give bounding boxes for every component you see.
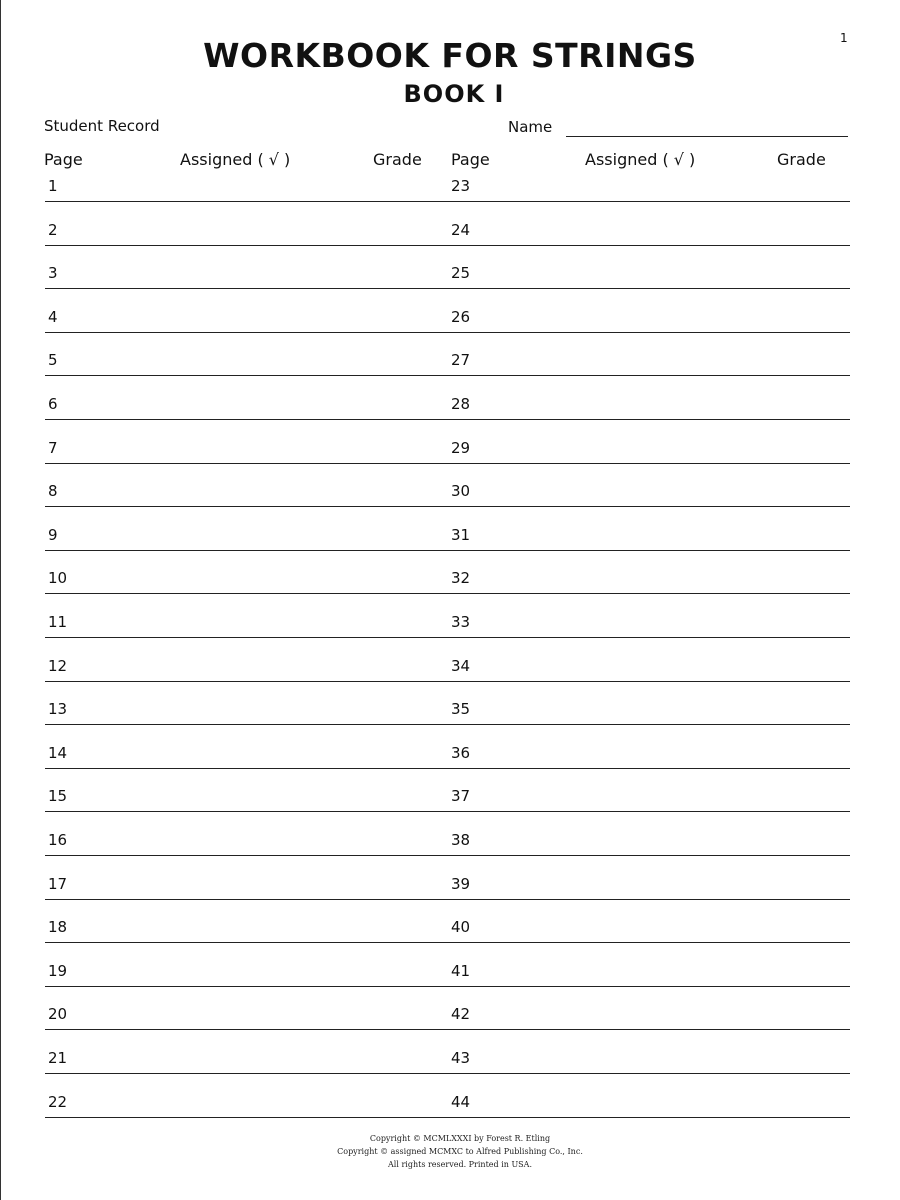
left-row-line[interactable] xyxy=(45,419,448,420)
right-page-number: 41 xyxy=(451,961,471,980)
left-page-number: 16 xyxy=(48,831,68,849)
right-page-number: 31 xyxy=(451,525,471,544)
left-row-line[interactable] xyxy=(45,201,448,202)
right-page-number: 25 xyxy=(451,264,471,283)
right-page-number: 33 xyxy=(451,613,471,631)
left-page-number: 17 xyxy=(48,874,68,893)
right-page-number: 36 xyxy=(451,743,471,762)
copyright-footer xyxy=(0,1132,900,1171)
copyright-line-3: All rights reserved. Printed in USA. xyxy=(388,1160,532,1169)
right-row-line[interactable] xyxy=(448,463,850,464)
left-row-line[interactable] xyxy=(45,288,448,289)
left-page-number: 20 xyxy=(48,1005,68,1024)
left-page-number: 13 xyxy=(48,700,68,719)
right-page-number: 43 xyxy=(451,1049,471,1067)
left-row-line[interactable] xyxy=(45,1073,448,1074)
left-page-number: 1 xyxy=(48,177,58,195)
left-row-line[interactable] xyxy=(45,942,448,943)
left-row-line[interactable] xyxy=(45,245,448,246)
page-number: 1 xyxy=(840,31,848,45)
left-page-number: 9 xyxy=(48,525,58,544)
right-row-line[interactable] xyxy=(448,1073,850,1074)
left-page-number: 14 xyxy=(48,743,68,762)
left-page-number: 21 xyxy=(48,1049,68,1067)
copyright-line-1: Copyright © MCMLXXXI by Forest R. Etling xyxy=(369,1134,551,1143)
left-page-number: 3 xyxy=(48,264,58,283)
left-page-number: 19 xyxy=(48,961,68,980)
right-row-line[interactable] xyxy=(448,201,850,202)
left-page-number: 12 xyxy=(48,656,68,675)
right-row-line[interactable] xyxy=(448,942,850,943)
student-record-label: Student Record xyxy=(44,117,160,135)
right-page-number: 26 xyxy=(451,307,471,326)
workbook-title: WORKBOOK FOR STRINGS xyxy=(203,36,697,75)
right-page-number: 38 xyxy=(451,831,471,849)
left-row-line[interactable] xyxy=(45,681,448,682)
left-row-line[interactable] xyxy=(45,855,448,856)
right-page-number: 35 xyxy=(451,700,471,719)
left-row-line[interactable] xyxy=(45,768,448,769)
left-page-number: 4 xyxy=(48,307,58,326)
right-row-line[interactable] xyxy=(448,681,850,682)
right-row-line[interactable] xyxy=(448,899,850,900)
right-page-number: 23 xyxy=(451,177,471,195)
left-row-line[interactable] xyxy=(45,593,448,594)
right-page-number: 39 xyxy=(451,874,471,893)
right-page-number: 28 xyxy=(451,395,471,413)
right-page-number: 30 xyxy=(451,482,471,501)
right-row-line[interactable] xyxy=(448,593,850,594)
right-row-line[interactable] xyxy=(448,1117,850,1118)
right-page-number: 32 xyxy=(451,569,471,588)
right-row-line[interactable] xyxy=(448,637,850,638)
right-row-line[interactable] xyxy=(448,986,850,987)
left-row-line[interactable] xyxy=(45,375,448,376)
right-page-number: 34 xyxy=(451,656,471,675)
name-label: Name xyxy=(508,118,553,136)
left-page-number: 18 xyxy=(48,918,68,937)
left-grade-header: Grade xyxy=(373,150,422,169)
left-row-line[interactable] xyxy=(45,550,448,551)
right-page-number: 42 xyxy=(451,1005,471,1024)
left-assigned-header: Assigned ( √ ) xyxy=(180,150,291,169)
right-row-line[interactable] xyxy=(448,768,850,769)
left-page-number: 2 xyxy=(48,220,58,239)
right-grade-header: Grade xyxy=(777,150,826,169)
left-page-number: 11 xyxy=(48,613,68,631)
right-row-line[interactable] xyxy=(448,332,850,333)
copyright-line-2: Copyright © assigned MCMXC to Alfred Publishing Co., Inc. xyxy=(337,1147,583,1156)
left-row-line[interactable] xyxy=(45,899,448,900)
right-page-number: 29 xyxy=(451,438,471,457)
right-page-number: 40 xyxy=(451,918,471,937)
left-page-number: 15 xyxy=(48,787,68,806)
left-page-number: 7 xyxy=(48,438,58,457)
right-page-number: 44 xyxy=(451,1092,471,1111)
left-page-number: 22 xyxy=(48,1092,68,1111)
right-row-line[interactable] xyxy=(448,288,850,289)
right-row-line[interactable] xyxy=(448,419,850,420)
left-row-line[interactable] xyxy=(45,332,448,333)
right-row-line[interactable] xyxy=(448,375,850,376)
right-page-number: 24 xyxy=(451,220,471,239)
right-row-line[interactable] xyxy=(448,855,850,856)
page-edge xyxy=(0,0,1,1200)
right-page-number: 27 xyxy=(451,351,471,370)
left-row-line[interactable] xyxy=(45,811,448,812)
right-assigned-header: Assigned ( √ ) xyxy=(585,150,696,169)
right-page-number: 37 xyxy=(451,787,471,806)
name-field-line[interactable] xyxy=(566,136,848,137)
right-row-line[interactable] xyxy=(448,245,850,246)
right-row-line[interactable] xyxy=(448,811,850,812)
left-row-line[interactable] xyxy=(45,724,448,725)
right-row-line[interactable] xyxy=(448,1029,850,1030)
left-row-line[interactable] xyxy=(45,1029,448,1030)
right-row-line[interactable] xyxy=(448,724,850,725)
right-page-header: Page xyxy=(451,150,490,169)
left-row-line[interactable] xyxy=(45,986,448,987)
book-subtitle: BOOK I xyxy=(403,80,505,108)
left-page-number: 6 xyxy=(48,395,58,413)
left-page-number: 10 xyxy=(48,569,68,588)
left-row-line[interactable] xyxy=(45,1117,448,1118)
left-row-line[interactable] xyxy=(45,463,448,464)
right-row-line[interactable] xyxy=(448,550,850,551)
right-row-line[interactable] xyxy=(448,506,850,507)
left-row-line[interactable] xyxy=(45,506,448,507)
left-page-number: 8 xyxy=(48,482,58,501)
left-row-line[interactable] xyxy=(45,637,448,638)
left-page-header: Page xyxy=(44,150,83,169)
left-page-number: 5 xyxy=(48,351,58,370)
